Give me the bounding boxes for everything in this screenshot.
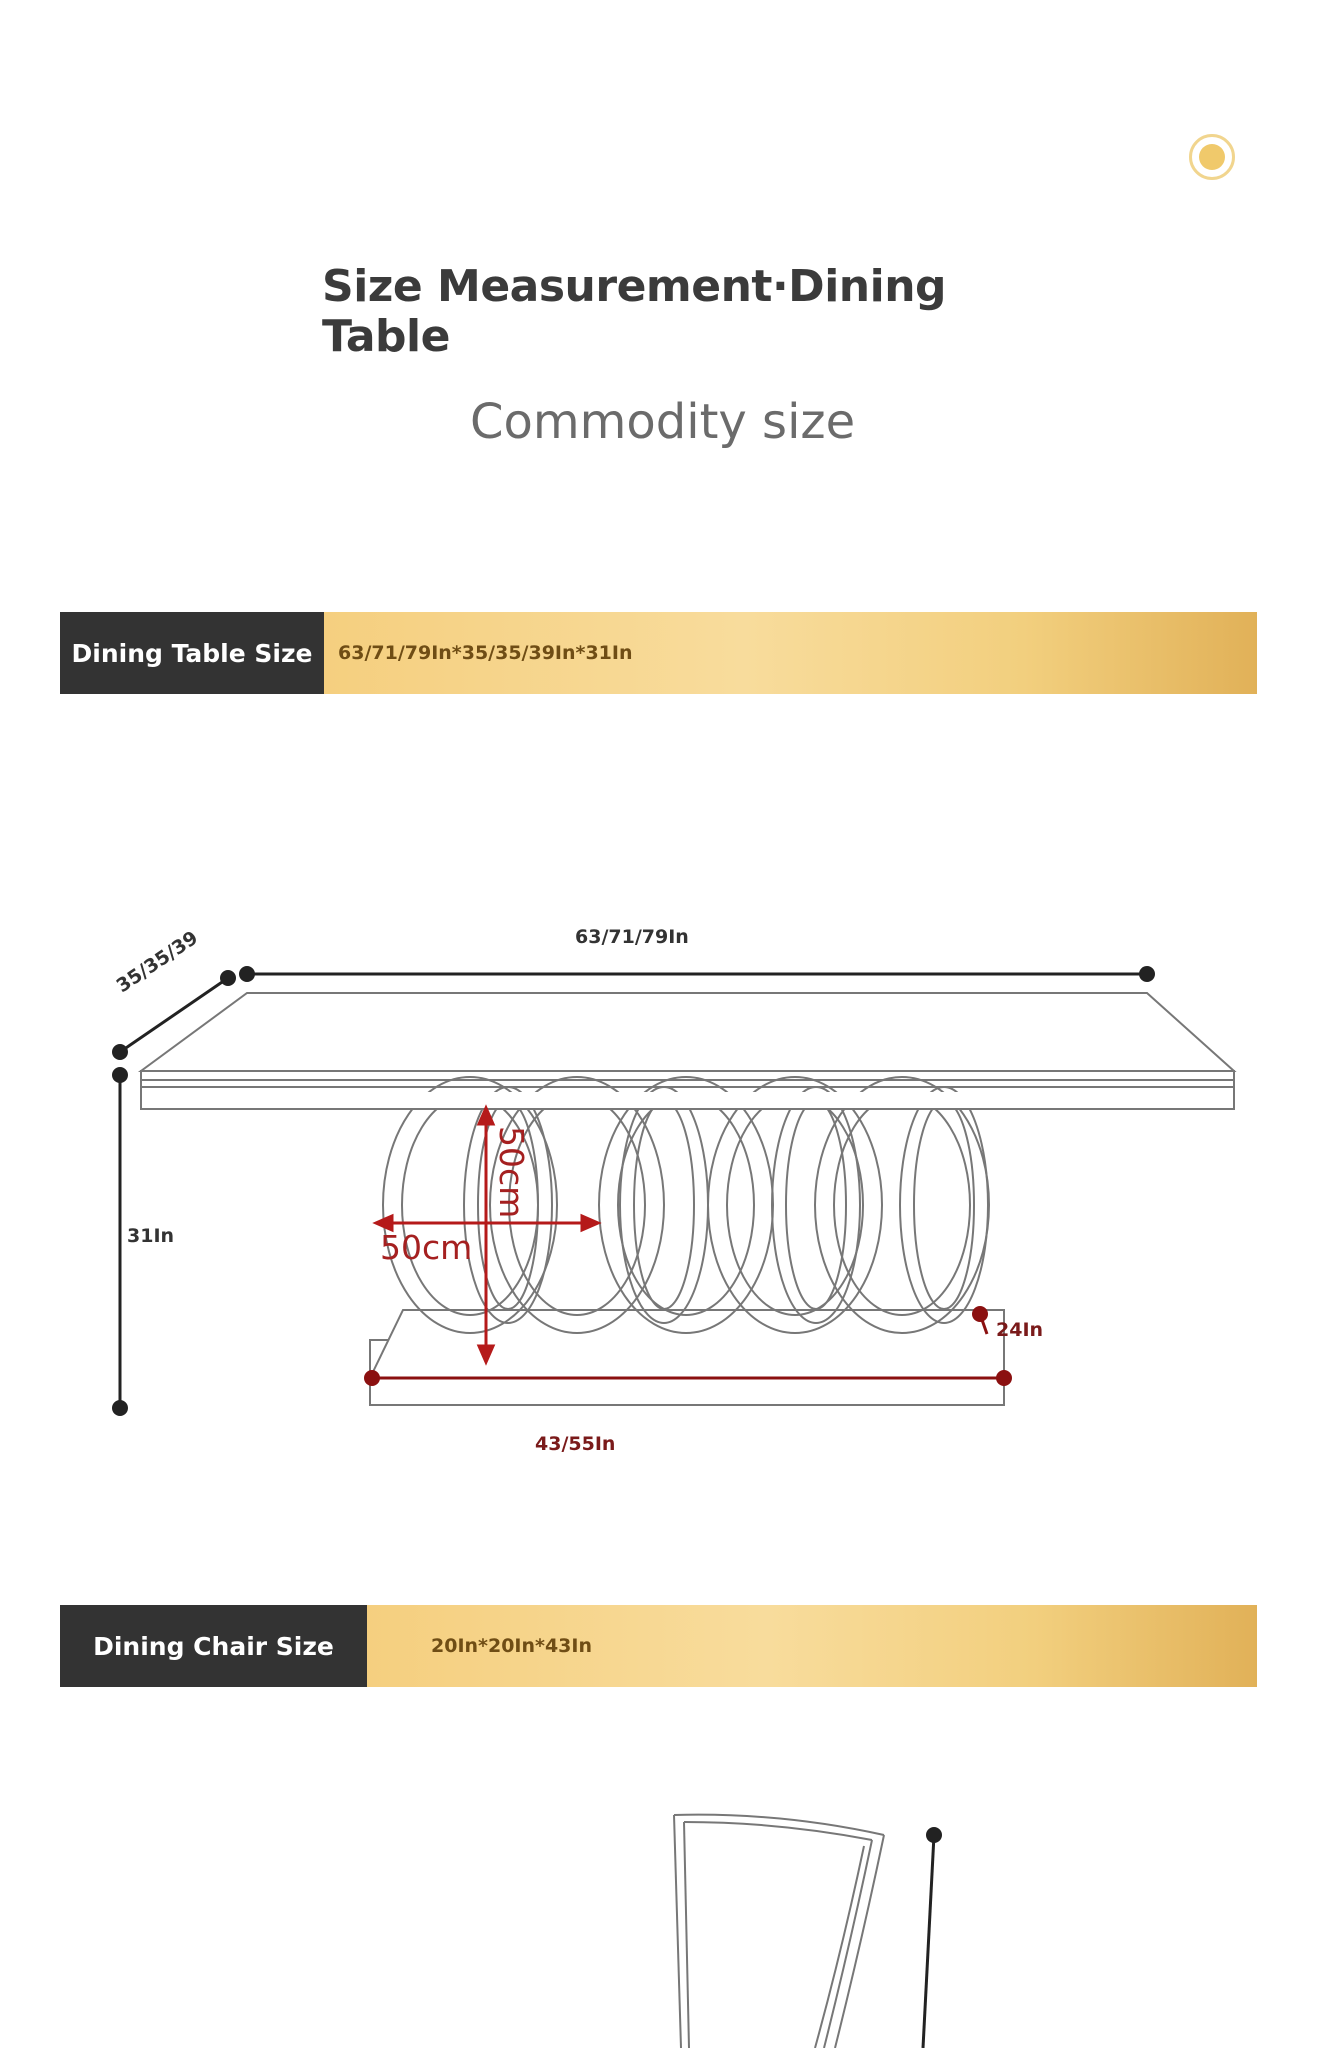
table-size-label: Dining Table Size xyxy=(60,612,324,694)
ring-pedestal xyxy=(383,1077,989,1333)
length-end-dot xyxy=(1139,966,1155,982)
base-width-label: 24In xyxy=(996,1319,1044,1341)
chair-size-value: 20In*20In*43In xyxy=(367,1605,1257,1687)
page-subtitle: Commodity size xyxy=(470,394,856,450)
height-start-dot xyxy=(112,1067,128,1083)
depth-start-dot xyxy=(112,1044,128,1060)
height-end-dot xyxy=(112,1400,128,1416)
depth-end-dot xyxy=(220,970,236,986)
chair-height-dimension xyxy=(923,1827,942,2048)
base-width-dot xyxy=(972,1306,988,1322)
length-start-dot xyxy=(239,966,255,982)
table-depth-label: 35/35/39 xyxy=(112,926,203,998)
table-length-label: 63/71/79In xyxy=(575,926,689,948)
chair-height-dot xyxy=(926,1827,942,1843)
base-length-label: 43/55In xyxy=(535,1433,616,1455)
chair-size-band xyxy=(60,1605,1257,1687)
table-size-value: 63/71/79In*35/35/39In*31In xyxy=(324,612,1257,694)
page-title: Size Measurement·Dining Table xyxy=(322,261,947,362)
base-start-dot xyxy=(364,1370,380,1386)
table-height-label: 31In xyxy=(127,1225,175,1247)
table-height-dimension xyxy=(112,1067,174,1416)
ring-height-label: 50cm xyxy=(492,1126,531,1219)
base-end-dot xyxy=(996,1370,1012,1386)
table-illustration xyxy=(141,993,1234,1405)
chair-size-label: Dining Chair Size xyxy=(60,1605,367,1687)
ring-width-label: 50cm xyxy=(380,1228,473,1267)
chair-illustration xyxy=(674,1815,884,2048)
table-length-dimension xyxy=(239,926,1155,982)
